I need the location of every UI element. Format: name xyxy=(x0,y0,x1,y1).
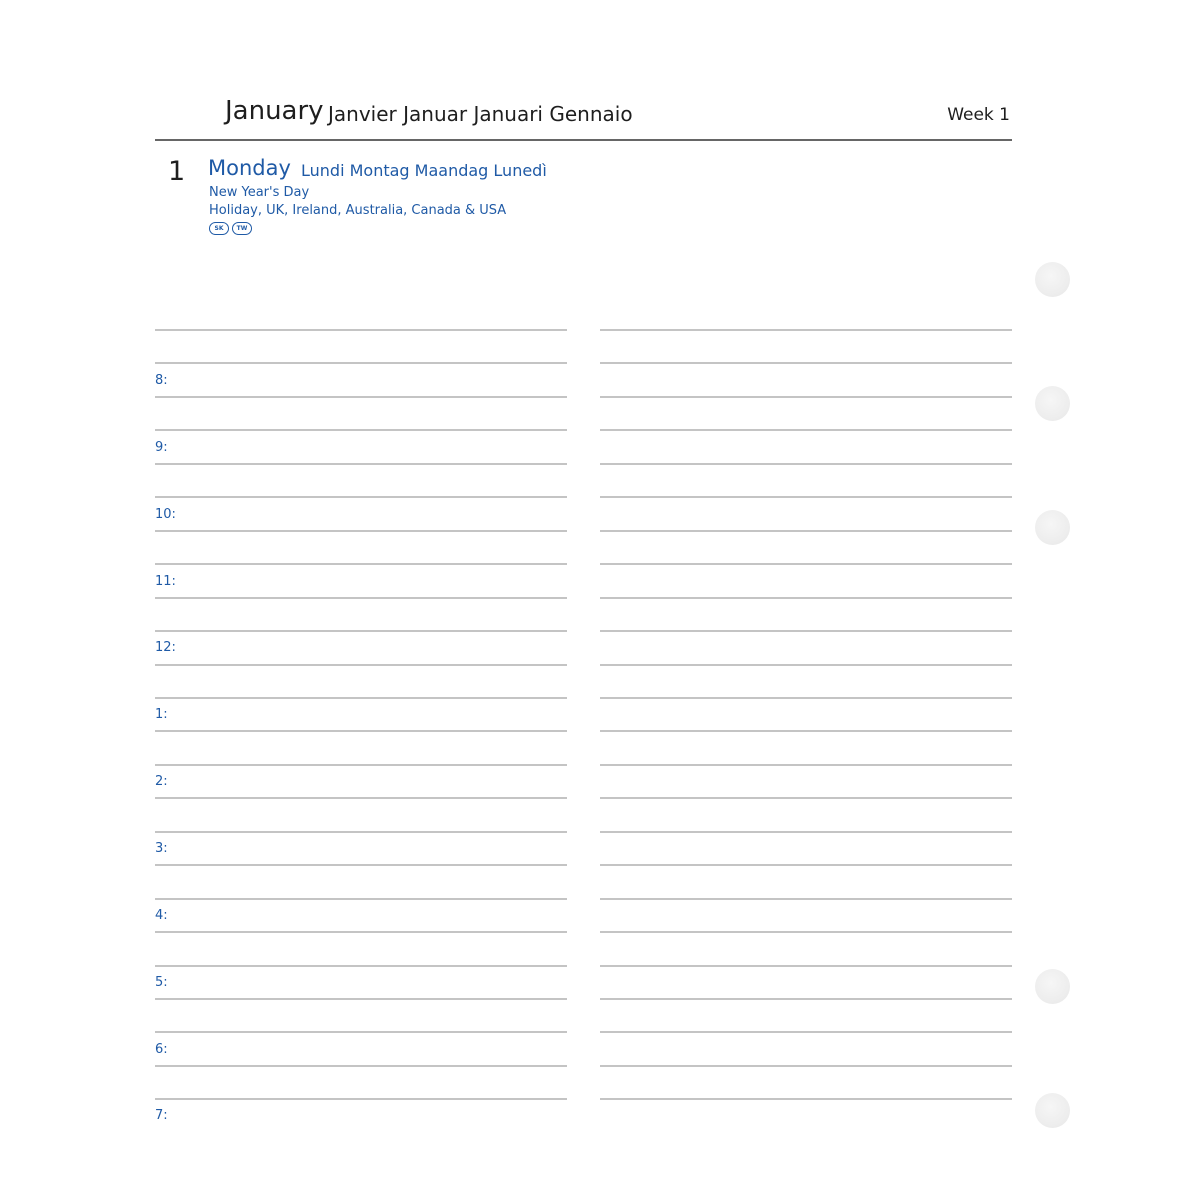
day-translations: Lundi Montag Maandag Lunedì xyxy=(301,161,547,180)
ruled-line-right xyxy=(600,530,1012,532)
ruled-line-right xyxy=(600,965,1012,967)
ruled-line-left xyxy=(155,396,567,398)
ruled-line-left xyxy=(155,664,567,666)
ruled-line-right xyxy=(600,697,1012,699)
ruled-line-right xyxy=(600,1065,1012,1067)
ruled-line-right xyxy=(600,597,1012,599)
month-title: January xyxy=(225,96,324,126)
hour-label-6: 6: xyxy=(155,1042,168,1057)
ruled-line-right xyxy=(600,329,1012,331)
date-number: 1 xyxy=(168,156,186,187)
month-translations: Janvier Januar Januari Gennaio xyxy=(328,102,633,126)
ruled-line-left xyxy=(155,965,567,967)
ruled-line-left xyxy=(155,898,567,900)
ruled-line-right xyxy=(600,396,1012,398)
ruled-line-right xyxy=(600,563,1012,565)
ruled-line-left xyxy=(155,1031,567,1033)
holiday-badges xyxy=(209,222,252,235)
ruled-line-left xyxy=(155,730,567,732)
hour-label-11: 11: xyxy=(155,574,176,589)
ruled-line-left xyxy=(155,1065,567,1067)
week-label: Week 1 xyxy=(947,105,1010,125)
ruled-line-left xyxy=(155,597,567,599)
ruled-line-left xyxy=(155,329,567,331)
ruled-line-left xyxy=(155,630,567,632)
hour-label-2: 2: xyxy=(155,774,168,789)
hour-label-7: 7: xyxy=(155,1108,168,1123)
hour-label-10: 10: xyxy=(155,507,176,522)
hour-label-9: 9: xyxy=(155,440,168,455)
ruled-line-left xyxy=(155,697,567,699)
ruled-line-right xyxy=(600,797,1012,799)
ruled-line-right xyxy=(600,429,1012,431)
ruled-line-right xyxy=(600,664,1012,666)
header-divider xyxy=(155,139,1012,141)
day-name: Monday xyxy=(208,156,291,180)
ruled-line-left xyxy=(155,463,567,465)
ruled-line-right xyxy=(600,831,1012,833)
ruled-line-right xyxy=(600,931,1012,933)
ruled-line-right xyxy=(600,1031,1012,1033)
ruled-line-right xyxy=(600,998,1012,1000)
ruled-line-left xyxy=(155,530,567,532)
hour-label-3: 3: xyxy=(155,841,168,856)
punch-hole xyxy=(1035,1093,1070,1128)
ruled-line-left xyxy=(155,764,567,766)
ruled-line-right xyxy=(600,496,1012,498)
ruled-line-left xyxy=(155,998,567,1000)
badge-sk: SK xyxy=(209,222,229,235)
punch-hole xyxy=(1035,969,1070,1004)
hour-label-1: 1: xyxy=(155,707,168,722)
hour-label-12: 12: xyxy=(155,640,176,655)
hour-label-5: 5: xyxy=(155,975,168,990)
ruled-line-left xyxy=(155,797,567,799)
ruled-line-left xyxy=(155,362,567,364)
ruled-line-left xyxy=(155,563,567,565)
hour-label-8: 8: xyxy=(155,373,168,388)
ruled-line-left xyxy=(155,931,567,933)
hour-label-4: 4: xyxy=(155,908,168,923)
ruled-line-right xyxy=(600,362,1012,364)
ruled-line-right xyxy=(600,864,1012,866)
ruled-line-left xyxy=(155,429,567,431)
ruled-line-left xyxy=(155,864,567,866)
ruled-line-right xyxy=(600,1098,1012,1100)
ruled-line-right xyxy=(600,630,1012,632)
badge-tw: TW xyxy=(232,222,252,235)
ruled-line-right xyxy=(600,764,1012,766)
holiday-regions: Holiday, UK, Ireland, Australia, Canada & USA xyxy=(209,203,507,218)
holiday-name: New Year's Day xyxy=(209,185,310,200)
punch-hole xyxy=(1035,262,1070,297)
punch-hole xyxy=(1035,386,1070,421)
ruled-line-left xyxy=(155,831,567,833)
ruled-line-right xyxy=(600,898,1012,900)
ruled-line-right xyxy=(600,463,1012,465)
ruled-line-left xyxy=(155,1098,567,1100)
punch-hole xyxy=(1035,510,1070,545)
ruled-line-right xyxy=(600,730,1012,732)
ruled-line-left xyxy=(155,496,567,498)
